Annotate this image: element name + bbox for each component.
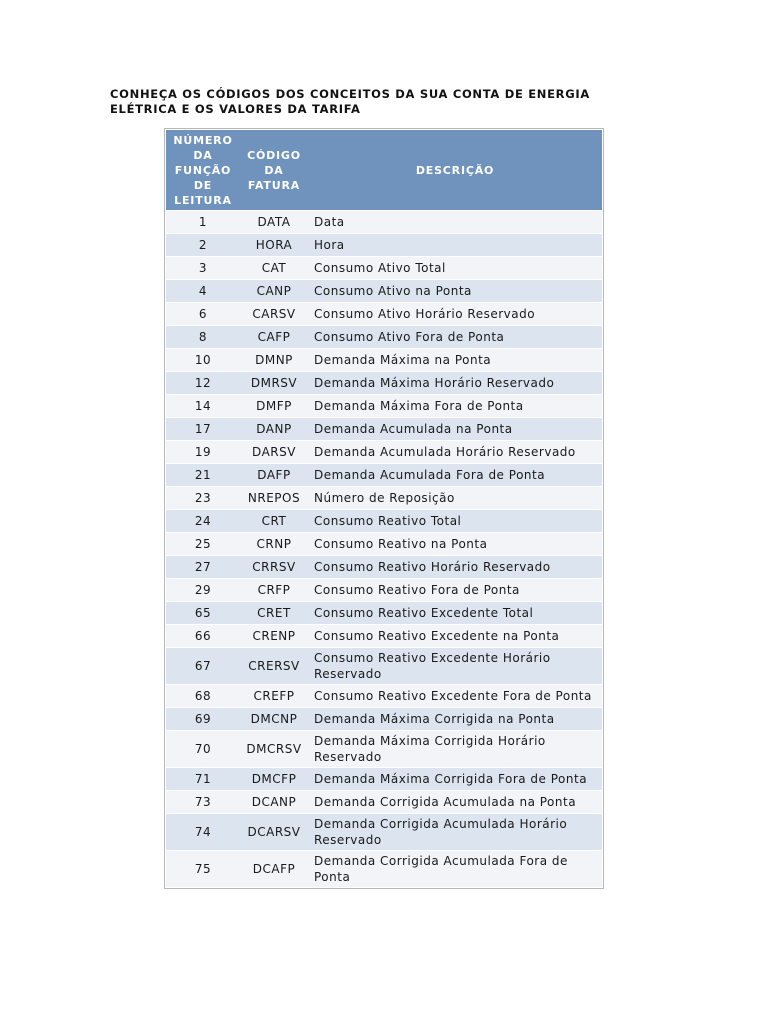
invoice-code-cell: DAFP — [240, 464, 308, 487]
function-number-cell: 25 — [166, 533, 240, 556]
table-row — [166, 257, 602, 280]
description-cell: Demanda Corrigida Acumulada Fora de Ponta — [308, 851, 602, 888]
description-cell: Consumo Reativo Excedente Total — [308, 602, 602, 625]
function-number-cell: 66 — [166, 625, 240, 648]
invoice-code-cell: DATA — [240, 211, 308, 234]
description-cell: Demanda Máxima Corrigida Fora de Ponta — [308, 768, 602, 791]
invoice-code-cell: CREFP — [240, 685, 308, 708]
invoice-code-cell: CRNP — [240, 533, 308, 556]
description-cell: Consumo Reativo Total — [308, 510, 602, 533]
table-row — [166, 602, 602, 625]
table-row — [166, 372, 602, 395]
table-row — [166, 441, 602, 464]
function-number-cell: 73 — [166, 791, 240, 814]
function-number-cell: 23 — [166, 487, 240, 510]
description-cell: Consumo Ativo Total — [308, 257, 602, 280]
description-cell: Número de Reposição — [308, 487, 602, 510]
codes-table-frame — [164, 128, 604, 889]
function-number-cell: 2 — [166, 234, 240, 257]
invoice-code-cell: CRT — [240, 510, 308, 533]
function-number-cell: 21 — [166, 464, 240, 487]
invoice-code-cell: NREPOS — [240, 487, 308, 510]
table-row — [166, 510, 602, 533]
invoice-code-cell: CARSV — [240, 303, 308, 326]
table-row — [166, 579, 602, 602]
function-number-cell: 65 — [166, 602, 240, 625]
document-title: CONHEÇA OS CÓDIGOS DOS CONCEITOS DA SUA CONTA DE ENERGIA ELÉTRICA E OS VALORES DA TARIFA — [110, 87, 590, 116]
function-number-cell: 27 — [166, 556, 240, 579]
description-cell: Hora — [308, 234, 602, 257]
invoice-code-cell: DARSV — [240, 441, 308, 464]
function-number-cell: 19 — [166, 441, 240, 464]
invoice-code-cell: DMRSV — [240, 372, 308, 395]
function-number-cell: 71 — [166, 768, 240, 791]
table-row — [166, 685, 602, 708]
table-row — [166, 303, 602, 326]
invoice-code-cell: DCARSV — [240, 814, 308, 851]
invoice-code-cell: CRFP — [240, 579, 308, 602]
function-number-cell: 3 — [166, 257, 240, 280]
table-row — [166, 768, 602, 791]
header-function-number: NÚMERO DA FUNÇÃO DE LEITURA — [166, 130, 240, 211]
invoice-code-cell: DMFP — [240, 395, 308, 418]
table-row — [166, 211, 602, 234]
description-cell: Consumo Reativo na Ponta — [308, 533, 602, 556]
function-number-cell: 6 — [166, 303, 240, 326]
table-row — [166, 708, 602, 731]
table-row — [166, 234, 602, 257]
invoice-code-cell: DCANP — [240, 791, 308, 814]
description-cell: Demanda Máxima Horário Reservado — [308, 372, 602, 395]
invoice-code-cell: DANP — [240, 418, 308, 441]
description-cell: Demanda Máxima Corrigida na Ponta — [308, 708, 602, 731]
description-cell: Consumo Reativo Fora de Ponta — [308, 579, 602, 602]
description-cell: Consumo Ativo Horário Reservado — [308, 303, 602, 326]
description-cell: Consumo Reativo Excedente na Ponta — [308, 625, 602, 648]
table-row — [166, 625, 602, 648]
invoice-code-cell: CAFP — [240, 326, 308, 349]
table-row — [166, 395, 602, 418]
function-number-cell: 4 — [166, 280, 240, 303]
function-number-cell: 1 — [166, 211, 240, 234]
table-row — [166, 418, 602, 441]
description-cell: Demanda Máxima na Ponta — [308, 349, 602, 372]
table-row — [166, 814, 602, 851]
function-number-cell: 74 — [166, 814, 240, 851]
invoice-code-cell: DMCFP — [240, 768, 308, 791]
codes-table — [166, 130, 602, 887]
header-invoice-code: CÓDIGO DA FATURA — [240, 130, 308, 211]
table-row — [166, 464, 602, 487]
description-cell: Demanda Acumulada Horário Reservado — [308, 441, 602, 464]
description-cell: Consumo Ativo na Ponta — [308, 280, 602, 303]
table-row — [166, 731, 602, 768]
function-number-cell: 24 — [166, 510, 240, 533]
invoice-code-cell: DCAFP — [240, 851, 308, 888]
function-number-cell: 67 — [166, 648, 240, 685]
table-row — [166, 648, 602, 685]
description-cell: Consumo Reativo Horário Reservado — [308, 556, 602, 579]
function-number-cell: 14 — [166, 395, 240, 418]
description-cell: Demanda Acumulada na Ponta — [308, 418, 602, 441]
table-row — [166, 533, 602, 556]
header-row — [166, 130, 602, 211]
table-row — [166, 487, 602, 510]
invoice-code-cell: CRRSV — [240, 556, 308, 579]
invoice-code-cell: DMNP — [240, 349, 308, 372]
description-cell: Consumo Reativo Excedente Horário Reservado — [308, 648, 602, 685]
table-row — [166, 556, 602, 579]
description-cell: Demanda Máxima Corrigida Horário Reservado — [308, 731, 602, 768]
invoice-code-cell: CAT — [240, 257, 308, 280]
description-cell: Consumo Ativo Fora de Ponta — [308, 326, 602, 349]
table-row — [166, 326, 602, 349]
description-cell: Demanda Corrigida Acumulada na Ponta — [308, 791, 602, 814]
function-number-cell: 70 — [166, 731, 240, 768]
function-number-cell: 8 — [166, 326, 240, 349]
table-row — [166, 280, 602, 303]
function-number-cell: 12 — [166, 372, 240, 395]
table-row — [166, 349, 602, 372]
invoice-code-cell: HORA — [240, 234, 308, 257]
invoice-code-cell: DMCNP — [240, 708, 308, 731]
table-row — [166, 851, 602, 888]
table-row — [166, 791, 602, 814]
function-number-cell: 69 — [166, 708, 240, 731]
description-cell: Demanda Acumulada Fora de Ponta — [308, 464, 602, 487]
function-number-cell: 75 — [166, 851, 240, 888]
description-cell: Demanda Corrigida Acumulada Horário Reservado — [308, 814, 602, 851]
description-cell: Demanda Máxima Fora de Ponta — [308, 395, 602, 418]
function-number-cell: 10 — [166, 349, 240, 372]
function-number-cell: 29 — [166, 579, 240, 602]
table-header — [166, 130, 602, 211]
invoice-code-cell: CRENP — [240, 625, 308, 648]
header-description: DESCRIÇÃO — [308, 130, 602, 211]
invoice-code-cell: CANP — [240, 280, 308, 303]
invoice-code-cell: DMCRSV — [240, 731, 308, 768]
invoice-code-cell: CRET — [240, 602, 308, 625]
function-number-cell: 17 — [166, 418, 240, 441]
invoice-code-cell: CRERSV — [240, 648, 308, 685]
function-number-cell: 68 — [166, 685, 240, 708]
description-cell: Data — [308, 211, 602, 234]
table-body — [166, 211, 602, 888]
description-cell: Consumo Reativo Excedente Fora de Ponta — [308, 685, 602, 708]
